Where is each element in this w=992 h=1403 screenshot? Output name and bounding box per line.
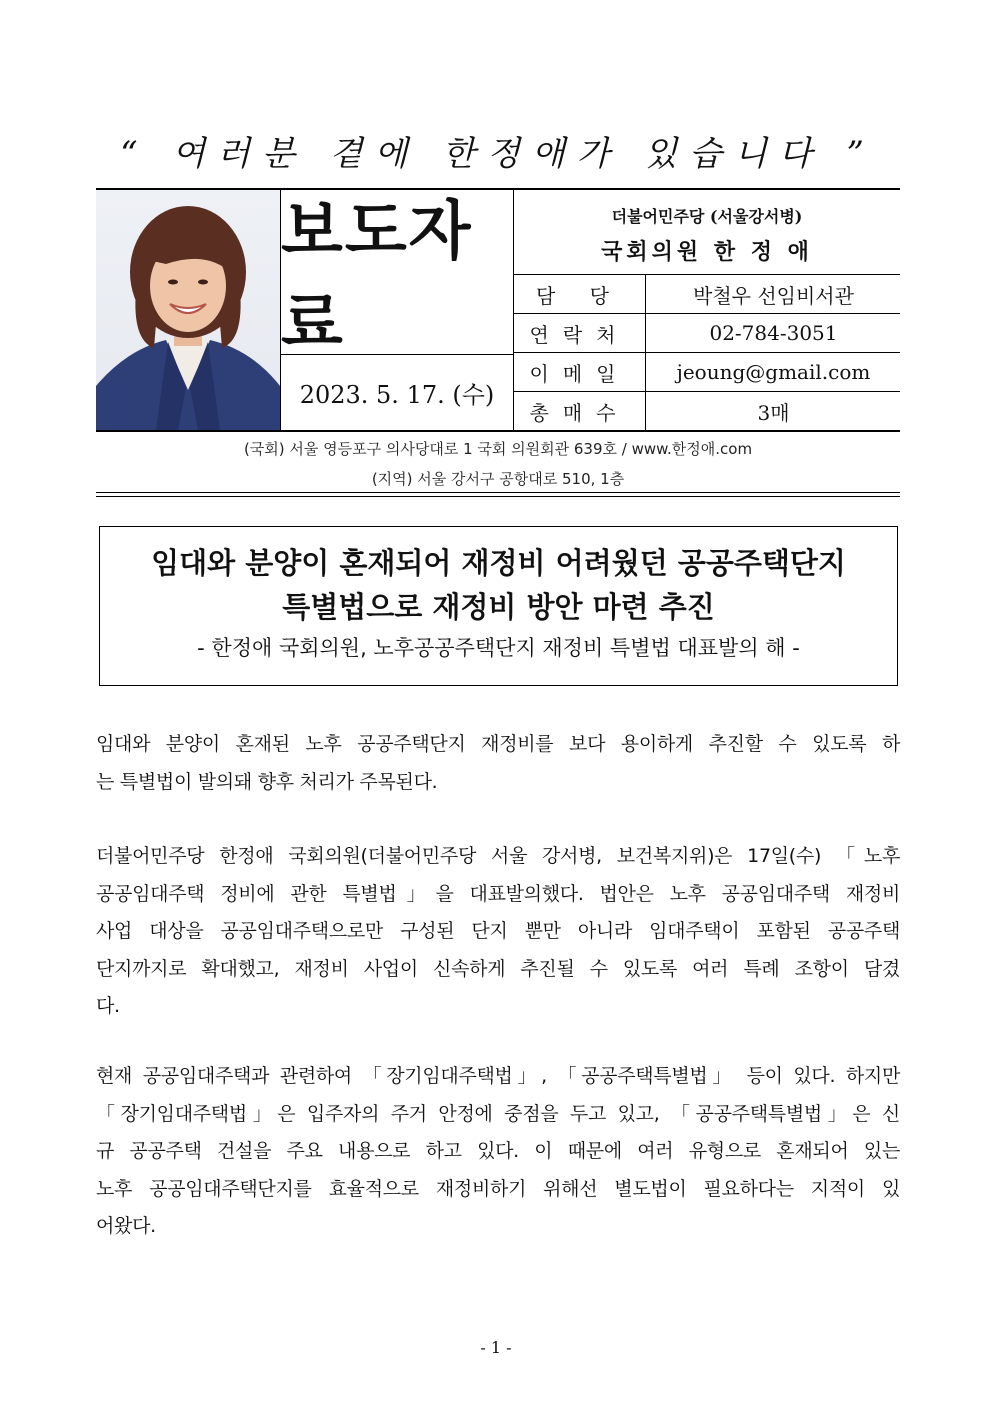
slogan: “ 여러분 곁에 한정애가 있습니다 ” [120, 134, 876, 174]
body-paragraph-1 [96, 726, 900, 801]
text-line: 「장기임대주택법」은 입주자의 주거 안정에 중점을 두고 있고, 「공공주택특별법」은 신 [96, 1102, 900, 1125]
info-label: 담 당 [514, 275, 646, 313]
lawmaker-photo [96, 190, 281, 430]
party-name: 더불어민주당 (서울강서병) [611, 207, 803, 226]
page-number: - 1 - [480, 1338, 512, 1357]
text-line: 어왔다. [96, 1215, 156, 1237]
info-value: 02-784-3051 [709, 321, 838, 345]
divider [96, 492, 900, 493]
text-line: 사업 대상을 공공임대주택으로만 구성된 단지 뿐만 아니라 임대주택이 포함된 공공주택 [96, 920, 900, 942]
body-paragraph-2 [96, 838, 900, 1026]
headline-line-1: 임대와 분양이 혼재되어 재정비 어려웠던 공공주택단지 [151, 546, 846, 580]
headline-subtitle: - 한정애 국회의원, 노후공공주택단지 재정비 특별법 대표발의 해 - [197, 636, 800, 660]
text-line: 다. [96, 995, 120, 1017]
doc-type-title: 보도자료 [281, 190, 514, 355]
address-local: (지역) 서울 강서구 공항대로 510, 1층 [371, 470, 625, 488]
text-line: 노후 공공임대주택단지를 효율적으로 재정비하기 위해선 별도법이 필요하다는 지적이 있 [96, 1177, 900, 1200]
contact-row-phone [514, 314, 900, 353]
info-value: 박철우 선임비서관 [693, 283, 854, 308]
info-label: 총매수 [514, 392, 646, 431]
info-label: 이메일 [514, 353, 646, 391]
headline-box [99, 526, 898, 686]
text-line: 는 특별법이 발의돼 향후 처리가 주목된다. [96, 770, 438, 793]
text-line: 단지까지로 확대했고, 재정비 사업이 신속하게 추진될 수 있도록 여러 특례 조항이 담겼 [96, 957, 900, 980]
text-line: 더불어민주당 한정애 국회의원(더불어민주당 서울 강서병, 보건복지위)은 17일(수) 「노후 [96, 845, 900, 867]
body-paragraph-3 [96, 1058, 900, 1246]
info-label: 연락처 [514, 314, 646, 352]
press-header-table [96, 188, 900, 432]
text-line: 공공임대주택 정비에 관한 특별법」을 대표발의했다. 법안은 노후 공공임대주택 재정비 [96, 882, 900, 905]
text-line: 규 공공주택 건설을 주요 내용으로 하고 있다. 이 때문에 여러 유형으로 혼재되어 있는 [96, 1140, 900, 1162]
info-value: 3매 [757, 401, 790, 425]
text-line: 임대와 분양이 혼재된 노후 공공주택단지 재정비를 보다 용이하게 추진할 수 있도록 하 [96, 733, 900, 755]
release-date: 2023. 5. 17. (수) [281, 355, 514, 430]
headline-line-2: 특별법으로 재정비 방안 마련 추진 [282, 590, 715, 624]
member-name: 국회의원 한 정 애 [601, 239, 813, 265]
contact-row-pages [514, 392, 900, 431]
contact-row-manager [514, 275, 900, 314]
divider [96, 496, 900, 497]
info-value[interactable]: jeoung@gmail.com [676, 360, 871, 384]
address-national: (국회) 서울 영등포구 의사당대로 1 국회 의원회관 639호 / www.한정애.com [243, 440, 753, 458]
text-line: 현재 공공임대주택과 관련하여 「장기임대주택법」, 「공공주택특별법」 등이 있다. 하지만 [96, 1065, 900, 1087]
contact-row-email [514, 353, 900, 392]
party-info [514, 190, 900, 275]
